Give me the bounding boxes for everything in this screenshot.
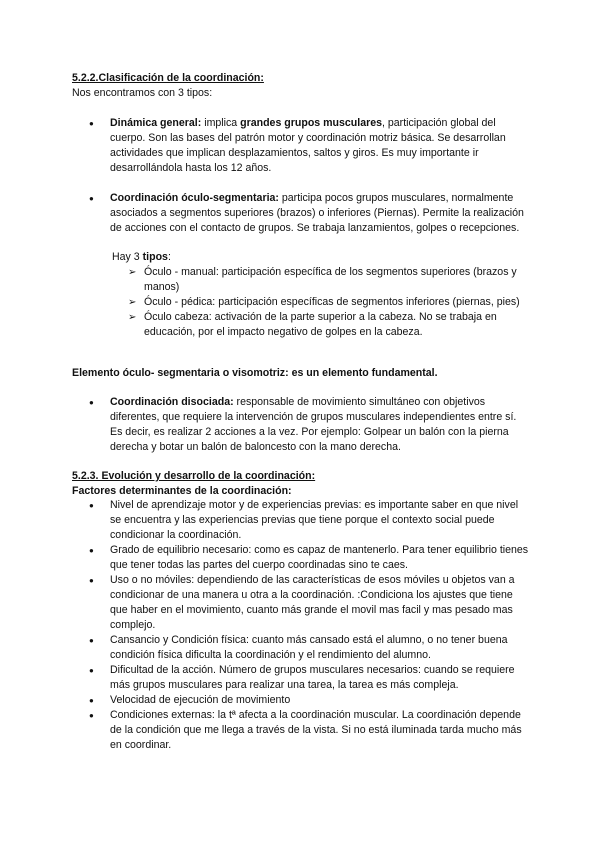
bold-fragment: tipos	[142, 251, 168, 263]
types-list	[92, 116, 530, 176]
section-heading-5-2-3: 5.2.3. Evolución y desarrollo de la coordinación:	[72, 470, 316, 482]
disociada-list	[92, 395, 530, 455]
factors-list	[92, 498, 530, 753]
bold-fragment: grandes grupos musculares	[240, 117, 383, 129]
factor-item: ● Grado de equilibrio necesario: como es capaz de mantenerlo. Para tener equilibrio tienes que tener todas las partes del cuerpo coordinadas sino te caes.	[92, 543, 530, 573]
list-item-dinamica-general	[92, 116, 530, 176]
factor-item: ● Dificultad de la acción. Número de grupos musculares necesarios: cuando se requiere más grupos musculares para realizar una tarea, la tarea es más compleja.	[92, 663, 530, 693]
section-heading-5-2-2: 5.2.2.Clasificación de la coordinación:	[72, 72, 264, 84]
term-dinamica-general: Dinámica general:	[110, 117, 202, 129]
text-fragment: :	[167, 251, 171, 263]
list-item-disociada	[92, 395, 530, 455]
factor-item: ● Cansancio y Condición física: cuanto más cansado está el alumno, o no tener buena condición física dificulta la coordinación y el rendimiento del alumno.	[92, 633, 530, 663]
text-fragment: participa pocos grupos musculares, normalmente asociados a segmentos superiores (brazos) o inferiores (Piernas). Permite la realización de acciones con el contacto de grupos. Se trabaja lanzamientos, golpes o recepciones.	[110, 192, 524, 234]
factor-item: ● Nivel de aprendizaje motor y de experiencias previas: es importante saber en que nivel se encuentra y las experiencias previas que tiene porque el contexto social puede condicionar la coordinación.	[92, 498, 530, 543]
text-fragment: implica	[201, 117, 241, 129]
factor-item: ● Condiciones externas: la tª afecta a la coordinación muscular. La coordinación depende de la condición que me llega a través de la vista. Si no está iluminada tarda mucho más en coordinar.	[92, 708, 530, 753]
list-item-oculo-segmentaria	[92, 191, 530, 236]
subtype-item: ➢ Óculo cabeza: activación de la parte superior a la cabeza. No se trabaja en educación, por el impacto negativo de golpes en la cabeza.	[128, 310, 534, 340]
factors-heading: Factores determinantes de la coordinación:	[72, 485, 292, 497]
hay-3-tipos	[112, 250, 171, 265]
text-fragment: Hay 3	[112, 251, 143, 263]
factor-item: ● Uso o no móviles: dependiendo de las características de esos móviles u objetos van a condicionar de una manera u otra a la coordinación. :Condiciona los ajustes que tiene que haber en el movimiento, cuanto más grande el movil mas facil y mas pesado mas complejo.	[92, 573, 530, 633]
intro-text: Nos encontramos con 3 tipos:	[72, 87, 213, 99]
text-fragment: , participación global del cuerpo. Son las bases del patrón motor y coordinación motriz básica. Se desarrollan actividades que implican desplazamientos, saltos y giros. Es muy importante ir desarrollándola hasta los 12 años.	[110, 117, 506, 174]
text-fragment: responsable de movimiento simultáneo con objetivos diferentes, que requiere la intervención de grupos musculares independientes entre sí. Es decir, es realizar 2 acciones a la vez. Por ejemplo: Golpear un balón con la pierna derecha y botar un balón de baloncesto con la mano derecha.	[110, 396, 517, 453]
types-list-2	[92, 191, 530, 236]
subtype-item: ➢ Óculo - pédica: participación específicas de segmentos inferiores (piernas, pies)	[128, 295, 534, 310]
subtypes-list	[128, 265, 534, 340]
subtype-item: ➢ Óculo - manual: participación específica de los segmentos superiores (brazos y manos)	[128, 265, 534, 295]
factor-item: ● Velocidad de ejecución de movimiento	[92, 693, 530, 708]
term-disociada: Coordinación disociada:	[110, 396, 234, 408]
elemento-heading: Elemento óculo- segmentaria o visomotriz: es un elemento fundamental.	[72, 367, 438, 379]
term-oculo-segmentaria: Coordinación óculo-segmentaria:	[110, 192, 279, 204]
